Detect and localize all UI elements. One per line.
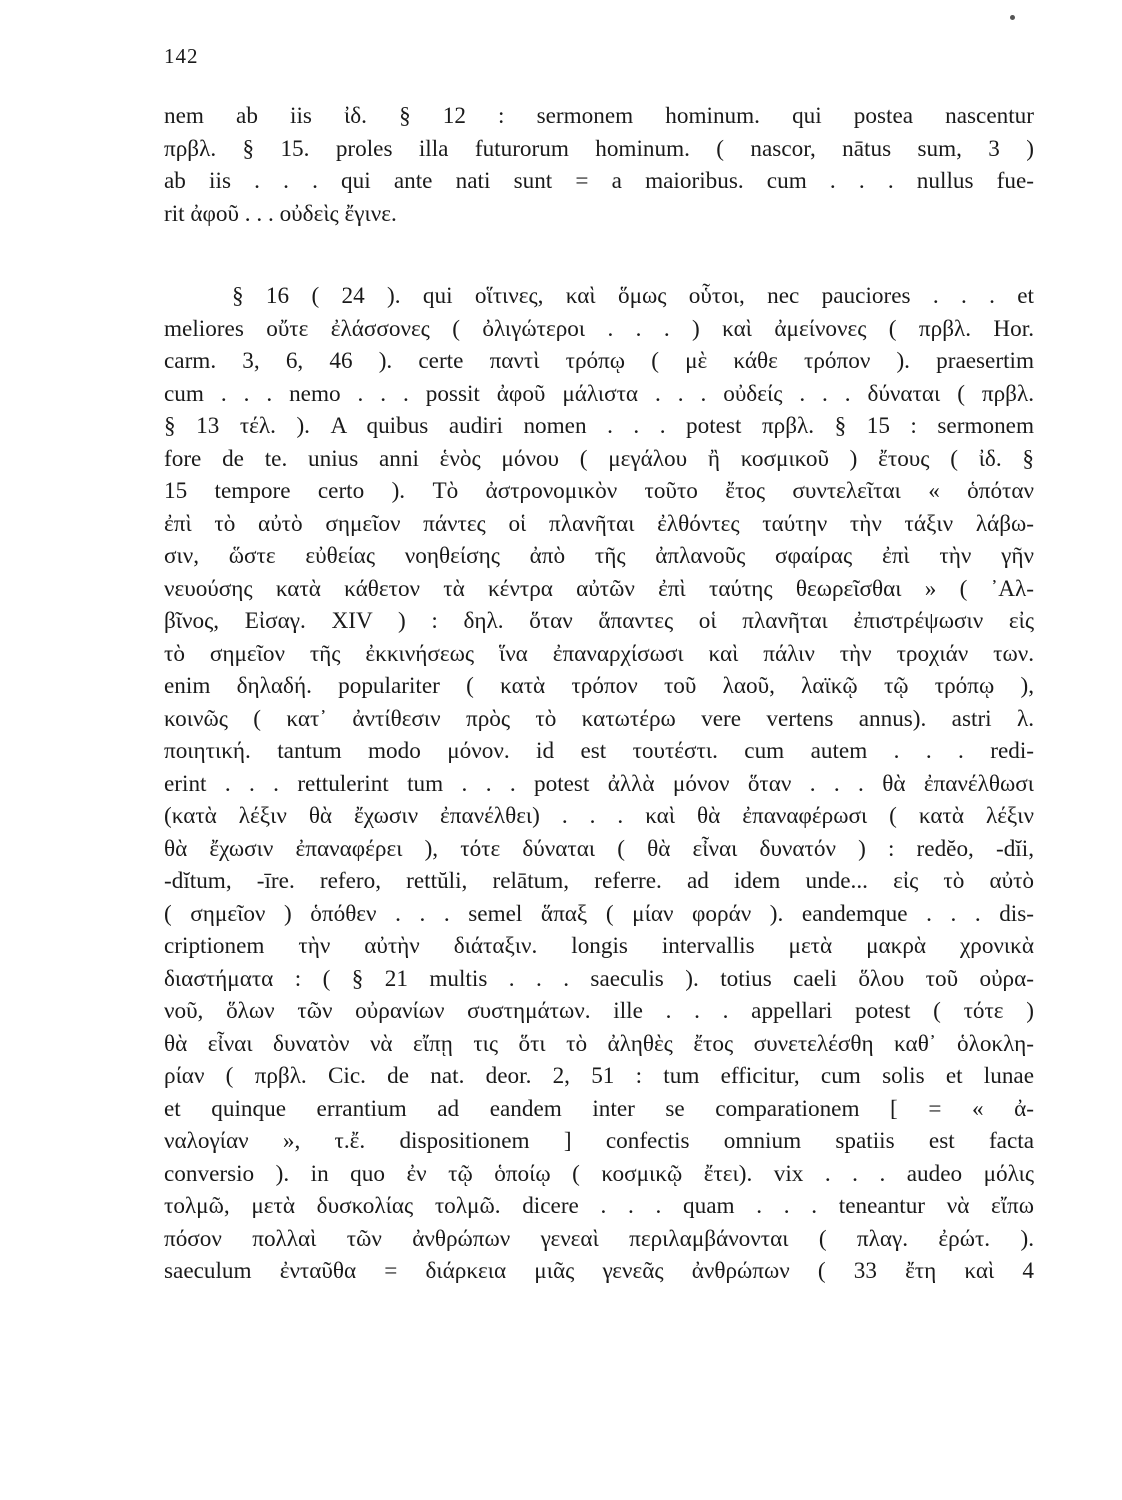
- text-line: cum . . . nemo . . . possit ἀφοῦ μάλιστα . . . οὐδείς . . . δύναται ( πρβλ.: [164, 380, 1034, 407]
- text-line: saeculum ἐνταῦθα = διάρκεια μιᾶς γενεᾶς ἀνθρώπων ( 33 ἔτη καὶ 4: [164, 1258, 1034, 1284]
- text-line: πόσον πολλαὶ τῶν ἀνθρώπων γενεαὶ περιλαμβάνονται ( πλαγ. ἐρώτ. ).: [164, 1225, 1034, 1252]
- text-line: carm. 3, 6, 46 ). certe παντὶ τρόπῳ ( μὲ κάθε τρόπον ). praesertim: [164, 348, 1034, 374]
- scan-dot: [1010, 15, 1015, 20]
- text-line: ἐπὶ τὸ αὐτὸ σημεῖον πάντες οἱ πλανῆται ἐλθόντες ταύτην τὴν τάξιν λάβω-: [164, 510, 1034, 537]
- text-line: rit ἀφοῦ . . . οὐδεὶς ἔγινε.: [164, 200, 397, 227]
- text-line: ποιητική. tantum modo μόνον. id est τουτέστι. cum autem . . . redi-: [164, 738, 1034, 764]
- text-line: meliores οὔτε ἐλάσσονες ( ὀλιγώτεροι . . . ) καὶ ἀμείνονες ( πρβλ. Hor.: [164, 315, 1034, 342]
- text-line: nem ab iis ἰδ. § 12 : sermonem hominum. qui postea nascentur: [164, 103, 1034, 129]
- text-line: ab iis . . . qui ante nati sunt = a maioribus. cum . . . nullus fue-: [164, 168, 1034, 194]
- text-line: -dĭtum, -īre. refero, rettŭli, relātum, referre. ad idem unde... εἰς τὸ αὐτὸ: [164, 868, 1034, 894]
- text-line: θὰ εἶναι δυνατὸν νὰ εἴπῃ τις ὅτι τὸ ἀληθὲς ἔτος συνετελέσθη καθ᾿ ὁλοκλη-: [164, 1030, 1034, 1057]
- text-line: ( σημεῖον ) ὁπόθεν . . . semel ἅπαξ ( μίαν φοράν ). eandemque . . . dis-: [164, 900, 1034, 927]
- text-line: ρίαν ( πρβλ. Cic. de nat. deor. 2, 51 : tum efficitur, cum solis et lunae: [164, 1063, 1034, 1089]
- text-line: erint . . . rettulerint tum . . . potest ἀλλὰ μόνον ὅταν . . . θὰ ἐπανέλθωσι: [164, 770, 1034, 797]
- text-line: νοῦ, ὅλων τῶν οὐρανίων συστημάτων. ille . . . appellari potest ( τότε ): [164, 998, 1034, 1024]
- commentary-paragraph-1: [164, 100, 1034, 230]
- text-line: enim δηλαδή. populariter ( κατὰ τρόπον τοῦ λαοῦ, λαϊκῷ τῷ τρόπῳ ),: [164, 673, 1034, 699]
- text-line: fore de te. unius anni ἑνὸς μόνου ( μεγάλου ἢ κοσμικοῦ ) ἔτους ( ἰδ. §: [164, 445, 1034, 472]
- page-number: 142: [164, 44, 199, 68]
- text-line: § 13 τέλ. ). A quibus audiri nomen . . . potest πρβλ. § 15 : sermonem: [164, 413, 1034, 439]
- text-line: βῖνος, Εἰσαγ. XIV ) : δηλ. ὅταν ἅπαντες οἱ πλανῆται ἐπιστρέψωσιν εἰς: [164, 608, 1034, 634]
- text-line: (κατὰ λέξιν θὰ ἔχωσιν ἐπανέλθει) . . . καὶ θὰ ἐπαναφέρωσι ( κατὰ λέξιν: [164, 803, 1034, 829]
- text-line: 15 tempore certo ). Τὸ ἀστρονομικὸν τοῦτο ἔτος συντελεῖται « ὁπόταν: [164, 478, 1034, 504]
- text-line: ναλογίαν », τ.ἔ. dispositionem ] confectis omnium spatiis est facta: [164, 1128, 1034, 1154]
- text-line: νευούσης κατὰ κάθετον τὰ κέντρα αὐτῶν ἐπὶ ταύτης θεωρεῖσθαι » ( ᾿Αλ-: [164, 575, 1034, 602]
- text-line: τὸ σημεῖον τῆς ἐκκινήσεως ἵνα ἐπαναρχίσωσι καὶ πάλιν τὴν τροχιάν των.: [164, 640, 1034, 667]
- text-line: § 16 ( 24 ). qui οἵτινες, καὶ ὅμως οὗτοι, nec pauciores . . . et: [232, 283, 1034, 309]
- text-line: criptionem τὴν αὐτὴν διάταξιν. longis intervallis μετὰ μακρὰ χρονικὰ: [164, 933, 1034, 959]
- commentary-paragraph-2: [164, 280, 1034, 1288]
- text-line: διαστήματα : ( § 21 multis . . . saeculis ). totius caeli ὅλου τοῦ οὐρα-: [164, 965, 1034, 992]
- text-line: conversio ). in quo ἐν τῷ ὁποίῳ ( κοσμικῷ ἔτει). vix . . . audeo μόλις: [164, 1160, 1034, 1187]
- text-line: τολμῶ, μετὰ δυσκολίας τολμῶ. dicere . . . quam . . . teneantur νὰ εἴπω: [164, 1193, 1034, 1219]
- text-line: θὰ ἔχωσιν ἐπαναφέρει ), τότε δύναται ( θὰ εἶναι δυνατόν ) : redĕo, -dĭi,: [164, 835, 1034, 862]
- text-line: πρβλ. § 15. proles illa futurorum hominum. ( nascor, nātus sum, 3 ): [164, 135, 1034, 162]
- text-line: et quinque errantium ad eandem inter se comparationem [ = « ἀ-: [164, 1095, 1034, 1122]
- text-line: κοινῶς ( κατ᾿ ἀντίθεσιν πρὸς τὸ κατωτέρω vere vertens annus). astri λ.: [164, 705, 1034, 732]
- text-line: σιν, ὥστε εὐθείας νοηθείσης ἀπὸ τῆς ἀπλανοῦς σφαίρας ἐπὶ τὴν γῆν: [164, 543, 1034, 569]
